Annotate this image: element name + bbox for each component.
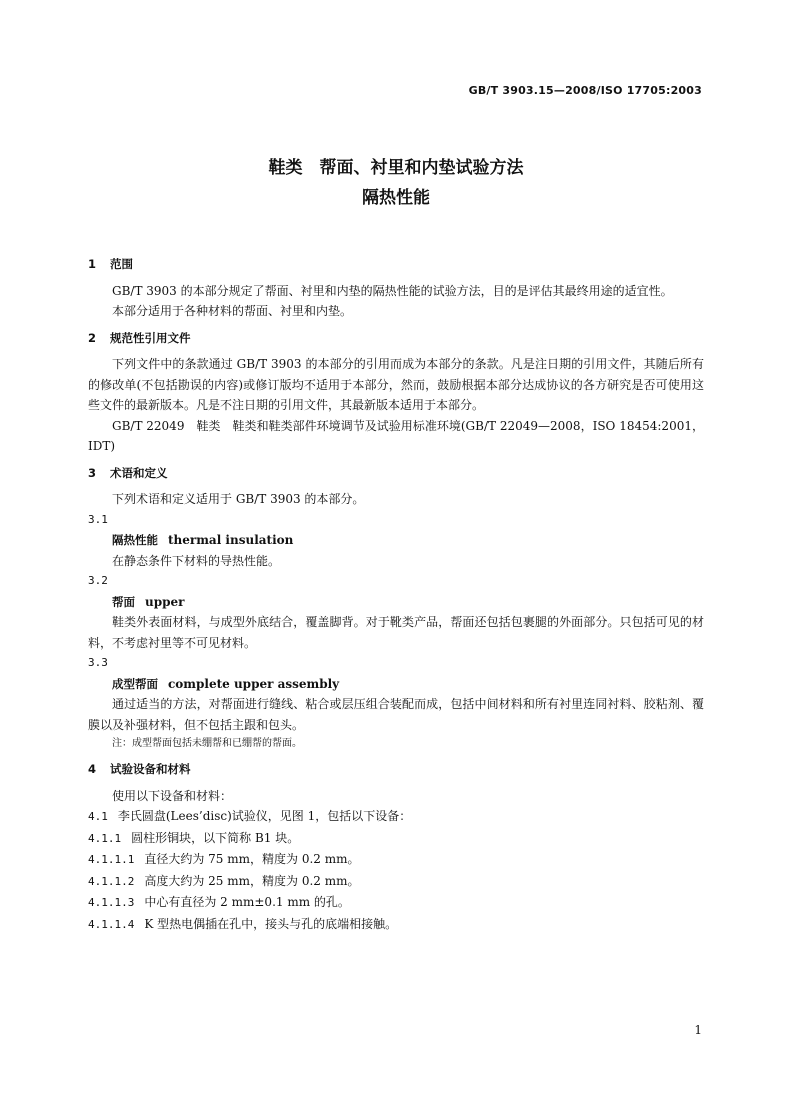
- list-item: [88, 806, 704, 828]
- clause-text: K 型热电偶插在孔中，接头与孔的底端相接触。: [144, 916, 398, 931]
- definition: 鞋类外表面材料，与成型外底结合，覆盖脚背。对于靴类产品，帮面还包括包裹腿的外面部分。只包括可见的材料，不考虑衬里等不可见材料。: [88, 615, 704, 650]
- section-heading-normative-references: [88, 328, 704, 349]
- section-number: 2: [88, 330, 97, 345]
- reference-entry: GB/T 22049 鞋类 鞋类和鞋类部件环境调节及试验用标准环境(GB/T 22049—2008，ISO 18454:2001，IDT): [88, 418, 704, 453]
- term-line: [88, 674, 704, 695]
- clause-number: 4.1.1.4: [88, 917, 135, 931]
- definition: 在静态条件下材料的导热性能。: [112, 553, 281, 568]
- section-heading-apparatus: [88, 759, 704, 780]
- section-heading-terms: [88, 463, 704, 484]
- document-subtitle: 隔热性能: [362, 188, 430, 208]
- clause-number: 4.1.1: [88, 831, 122, 845]
- clause-number: 3.1: [88, 512, 108, 526]
- term-english: thermal insulation: [168, 533, 294, 547]
- page-number: 1: [694, 1023, 702, 1037]
- clause-text: 中心有直径为 2 mm±0.1 mm 的孔。: [144, 895, 350, 909]
- paragraph: 使用以下设备和材料：: [112, 788, 233, 803]
- note: 注：成型帮面包括未绷帮和已绷帮的帮面。: [112, 738, 302, 749]
- section-heading-scope: [88, 254, 704, 275]
- section-number: 4: [88, 762, 97, 776]
- section-title: 规范性引用文件: [110, 330, 191, 345]
- section-title: 范围: [110, 257, 133, 271]
- document-title: 鞋类 帮面、衬里和内垫试验方法: [268, 158, 524, 178]
- paragraph: 本部分适用于各种材料的帮面、衬里和内垫。: [112, 304, 353, 318]
- term-chinese: 成型帮面: [112, 676, 158, 691]
- list-item: [88, 871, 704, 893]
- clause-number: 4.1.1.1: [88, 853, 135, 866]
- clause-number: 4.1.1.2: [88, 874, 135, 888]
- term-english: complete upper assembly: [168, 676, 340, 691]
- clause-text: 直径大约为 75 mm，精度为 0.2 mm。: [144, 852, 360, 866]
- standard-number-header: GB/T 3903.15—2008/ISO 17705:2003: [468, 84, 702, 97]
- term-chinese: 帮面: [112, 594, 135, 609]
- clause-number: 4.1: [88, 810, 108, 823]
- definition: 通过适当的方法，对帮面进行缝线、粘合或层压组合装配而成，包括中间材料和所有衬里连同衬料、胶粘剂、覆膜以及补强材料，但不包括主跟和包头。: [88, 697, 704, 732]
- clause-text: 高度大约为 25 mm，精度为 0.2 mm。: [144, 873, 360, 888]
- clause-number: 4.1.1.3: [88, 896, 135, 909]
- paragraph: 下列文件中的条款通过 GB/T 3903 的本部分的引用而成为本部分的条款。凡是注日期的引用文件，其随后所有的修改单(不包括勘误的内容)或修订版均不适用于本部分，然而，鼓励根据本部分达成协议的各方研究是否可使用这些文件的最新版本。凡是不注日期的引用文件，其最新版本适用于本部分。: [88, 357, 704, 412]
- list-item: [88, 849, 704, 871]
- clause-number: 3.2: [88, 574, 108, 587]
- section-title: 术语和定义: [110, 465, 168, 480]
- paragraph: 下列术语和定义适用于 GB/T 3903 的本部分。: [112, 492, 365, 506]
- clause-text: 李氏圆盘(Lees’disc)试验仪，见图 1，包括以下设备：: [117, 809, 412, 823]
- term-line: [88, 592, 704, 613]
- list-item: [88, 914, 704, 936]
- term-line: [88, 530, 704, 551]
- section-number: 1: [88, 257, 97, 271]
- list-item: [88, 892, 704, 914]
- term-chinese: 隔热性能: [112, 533, 158, 547]
- section-number: 3: [88, 465, 97, 480]
- term-english: upper: [145, 594, 185, 609]
- clause-number: 3.3: [88, 656, 108, 669]
- paragraph: GB/T 3903 的本部分规定了帮面、衬里和内垫的隔热性能的试验方法，目的是评估其最终用途的适宜性。: [112, 283, 673, 298]
- document-body: [88, 248, 704, 935]
- section-title: 试验设备和材料: [110, 762, 191, 776]
- clause-text: 圆柱形铜块，以下简称 B1 块。: [131, 830, 300, 845]
- list-item: [88, 828, 704, 850]
